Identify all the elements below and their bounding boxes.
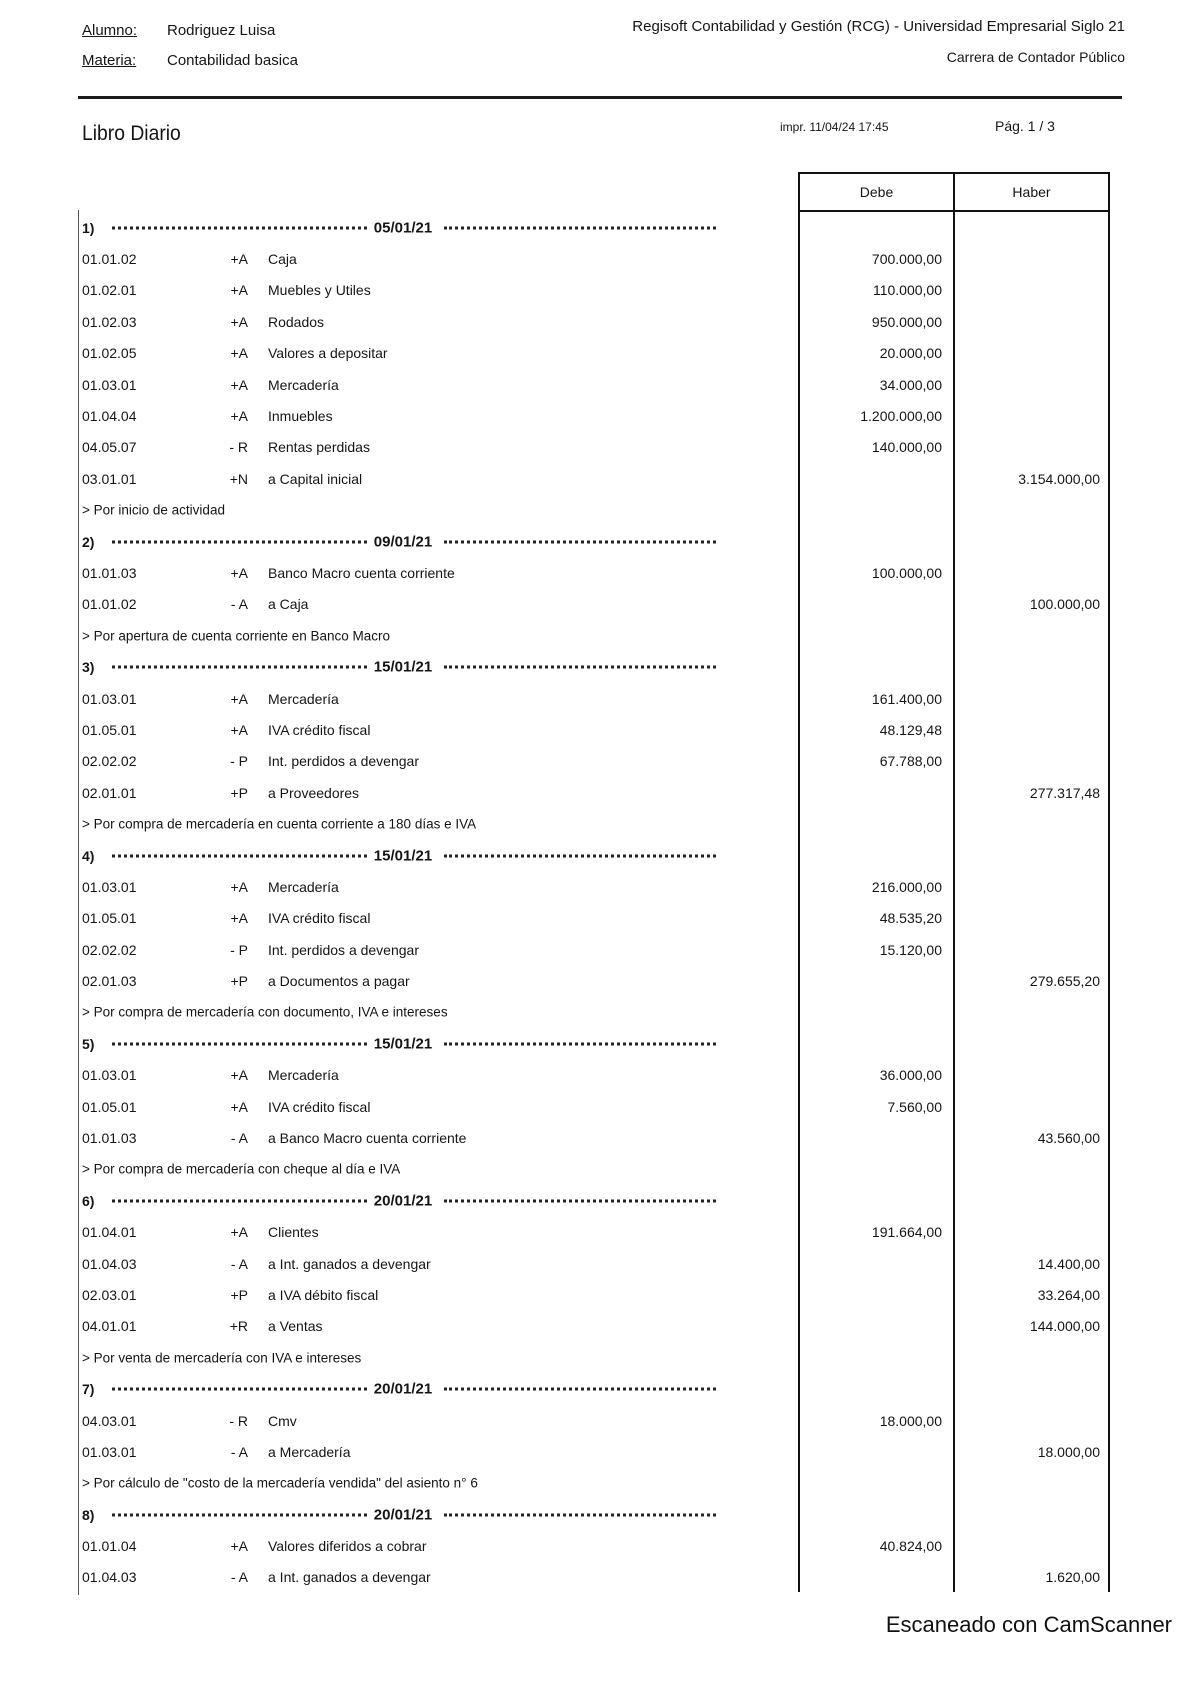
dotted-separator [444, 1388, 716, 1391]
journal-line [82, 934, 1110, 965]
entry-number: 5) [82, 1035, 95, 1052]
account-code: 01.03.01 [82, 690, 137, 707]
haber-amount: 18.000,00 [1037, 1443, 1100, 1460]
student-info [82, 16, 298, 76]
entry-date: 15/01/21 [373, 658, 433, 676]
account-name: Valores a depositar [268, 345, 388, 362]
journal-line [82, 903, 1110, 934]
entry-header [82, 840, 1110, 871]
dotted-separator [112, 540, 367, 543]
entry-number: 3) [82, 659, 95, 676]
entry-date: 20/01/21 [373, 1192, 433, 1210]
entry-note [82, 808, 1110, 839]
dotted-separator [444, 1199, 716, 1202]
journal-line [82, 369, 1110, 400]
account-sign: +A [230, 1098, 248, 1115]
debe-amount: 110.000,00 [872, 282, 942, 299]
account-code: 01.05.01 [82, 1098, 137, 1115]
journal-line [82, 338, 1110, 369]
debe-amount: 15.120,00 [879, 941, 942, 958]
account-code: 03.01.01 [82, 470, 137, 487]
account-sign: +A [230, 376, 248, 393]
carrera-name: Carrera de Contador Público [946, 49, 1125, 65]
dotted-separator [444, 1513, 716, 1516]
dotted-separator [444, 666, 716, 669]
account-sign: +P [230, 1286, 248, 1303]
entry-note [82, 495, 1110, 526]
account-code: 01.03.01 [82, 376, 137, 393]
entry-description: > Por inicio de actividad [82, 502, 225, 518]
left-margin-line [78, 210, 79, 1595]
account-name: a Mercadería [268, 1443, 351, 1460]
account-name: a Banco Macro cuenta corriente [268, 1130, 467, 1147]
debe-amount: 36.000,00 [879, 1067, 942, 1084]
account-name: Muebles y Utiles [268, 282, 371, 299]
journal-entries [82, 212, 1110, 1593]
account-name: Valores diferidos a cobrar [268, 1538, 427, 1555]
debe-amount: 161.400,00 [871, 690, 942, 707]
entry-note [82, 1468, 1110, 1499]
account-name: Inmuebles [268, 408, 333, 425]
alumno-value: Rodriguez Luisa [167, 22, 276, 39]
account-sign: - R [229, 439, 248, 456]
scanner-watermark: Escaneado con CamScanner [885, 1612, 1172, 1637]
account-code: 01.03.01 [82, 878, 137, 895]
account-name: Mercadería [268, 376, 339, 393]
debe-amount: 1.200.000,00 [860, 408, 942, 425]
account-sign: +N [229, 470, 248, 487]
account-sign: - P [230, 941, 248, 958]
journal-line [82, 871, 1110, 902]
account-code: 01.04.03 [82, 1255, 137, 1272]
dotted-separator [444, 1042, 716, 1045]
journal-line [82, 243, 1110, 274]
account-sign: - A [230, 1569, 248, 1586]
entry-number: 2) [82, 533, 95, 550]
dotted-separator [112, 1199, 367, 1202]
journal-line [82, 1248, 1110, 1279]
journal-line [82, 1122, 1110, 1153]
account-name: Mercadería [268, 1067, 339, 1084]
account-sign: +P [230, 973, 248, 990]
journal-line [82, 1311, 1110, 1342]
account-sign: +R [229, 1318, 248, 1335]
account-name: IVA crédito fiscal [268, 721, 371, 738]
account-code: 01.02.05 [82, 345, 137, 362]
system-name: Regisoft Contabilidad y Gestión (RCG) - Universidad Empresarial Siglo 21 [632, 18, 1125, 35]
entry-header [82, 651, 1110, 682]
account-name: Banco Macro cuenta corriente [268, 564, 455, 581]
account-code: 02.02.02 [82, 753, 137, 770]
journal-line [82, 1436, 1110, 1467]
haber-amount: 43.560,00 [1037, 1130, 1100, 1147]
account-code: 01.04.03 [82, 1569, 137, 1586]
entry-description: > Por compra de mercadería con cheque al día e IVA [82, 1161, 401, 1177]
entry-date: 09/01/21 [373, 533, 433, 551]
dotted-separator [112, 1388, 367, 1391]
account-code: 04.05.07 [82, 439, 137, 456]
entry-date: 20/01/21 [373, 1380, 433, 1398]
journal-line [82, 1530, 1110, 1561]
print-timestamp: impr. 11/04/24 17:45 [780, 120, 889, 134]
entry-number: 6) [82, 1192, 95, 1209]
haber-amount: 279.655,20 [1029, 973, 1100, 990]
account-name: a IVA débito fiscal [268, 1286, 379, 1303]
account-sign: - A [230, 596, 248, 613]
entry-description: > Por cálculo de "costo de la mercadería vendida" del asiento n° 6 [82, 1475, 478, 1491]
journal-line [82, 1091, 1110, 1122]
dotted-separator [444, 854, 716, 857]
haber-header: Haber [955, 174, 1108, 212]
materia-value: Contabilidad basica [167, 52, 298, 69]
account-code: 01.02.01 [82, 282, 137, 299]
entry-note [82, 1342, 1110, 1373]
account-name: IVA crédito fiscal [268, 910, 371, 927]
account-code: 01.02.03 [82, 313, 137, 330]
entry-date: 05/01/21 [373, 219, 433, 237]
journal-line [82, 306, 1110, 337]
dotted-separator [444, 226, 716, 229]
account-sign: - R [229, 1412, 248, 1429]
journal-line [82, 777, 1110, 808]
journal-line [82, 463, 1110, 494]
account-sign: - A [230, 1255, 248, 1272]
account-code: 04.01.01 [82, 1318, 137, 1335]
entry-header [82, 212, 1110, 243]
account-sign: +A [230, 282, 248, 299]
account-code: 01.03.01 [82, 1067, 137, 1084]
account-sign: +A [230, 408, 248, 425]
account-name: Int. perdidos a devengar [268, 753, 419, 770]
account-code: 02.01.01 [82, 784, 137, 801]
materia-row [82, 46, 298, 76]
account-sign: - P [230, 753, 248, 770]
journal-line [82, 1217, 1110, 1248]
journal-line [82, 965, 1110, 996]
account-sign: +A [230, 345, 248, 362]
account-sign: +A [230, 721, 248, 738]
entry-number: 7) [82, 1381, 95, 1398]
haber-amount: 1.620,00 [1045, 1569, 1100, 1586]
journal-line [82, 589, 1110, 620]
journal-line [82, 275, 1110, 306]
header-divider [78, 96, 1122, 99]
account-name: Int. perdidos a devengar [268, 941, 419, 958]
account-name: a Proveedores [268, 784, 360, 801]
account-code: 01.03.01 [82, 1443, 137, 1460]
account-name: IVA crédito fiscal [268, 1098, 371, 1115]
account-code: 01.01.03 [82, 1130, 137, 1147]
account-name: Mercadería [268, 878, 339, 895]
entry-description: > Por compra de mercadería en cuenta corriente a 180 días e IVA [82, 816, 477, 832]
entry-header [82, 1028, 1110, 1059]
debe-amount: 700.000,00 [871, 251, 942, 268]
account-code: 01.04.01 [82, 1224, 137, 1241]
account-sign: +A [230, 1067, 248, 1084]
haber-amount: 144.000,00 [1029, 1318, 1100, 1335]
account-name: Mercadería [268, 690, 339, 707]
alumno-label: Alumno: [82, 22, 138, 39]
account-code: 01.04.04 [82, 408, 137, 425]
entry-note [82, 1154, 1110, 1185]
account-sign: - A [230, 1443, 248, 1460]
account-sign: - A [230, 1130, 248, 1147]
debe-amount: 48.129,48 [879, 721, 942, 738]
entry-number: 4) [82, 847, 95, 864]
journal-line [82, 1405, 1110, 1436]
account-sign: +P [230, 784, 248, 801]
debe-amount: 48.535,20 [879, 910, 942, 927]
account-code: 01.01.03 [82, 564, 137, 581]
entry-number: 1) [82, 219, 95, 236]
alumno-row [82, 16, 298, 46]
dotted-separator [112, 1513, 367, 1516]
entry-header [82, 1373, 1110, 1404]
account-code: 04.03.01 [82, 1412, 137, 1429]
dotted-separator [444, 540, 716, 543]
report-title: Libro Diario [82, 122, 181, 145]
account-sign: +A [230, 251, 248, 268]
debe-amount: 40.824,00 [879, 1538, 942, 1555]
journal-line [82, 1060, 1110, 1091]
account-name: a Ventas [268, 1318, 323, 1335]
account-code: 01.01.02 [82, 251, 137, 268]
entry-note [82, 997, 1110, 1028]
account-name: Clientes [268, 1224, 319, 1241]
debe-amount: 950.000,00 [871, 313, 942, 330]
entry-number: 8) [82, 1506, 95, 1523]
haber-amount: 3.154.000,00 [1018, 470, 1100, 487]
entry-description: > Por compra de mercadería con documento, IVA e intereses [82, 1004, 448, 1020]
account-code: 01.05.01 [82, 721, 137, 738]
dotted-separator [112, 854, 367, 857]
journal-line [82, 400, 1110, 431]
entry-date: 15/01/21 [373, 847, 433, 864]
entry-note [82, 620, 1110, 651]
dotted-separator [112, 226, 367, 229]
journal-line [82, 432, 1110, 463]
dotted-separator [112, 1042, 367, 1045]
account-sign: +A [230, 878, 248, 895]
journal-line [82, 714, 1110, 745]
debe-amount: 140.000,00 [871, 439, 942, 456]
account-sign: +A [230, 690, 248, 707]
account-sign: +A [230, 1538, 248, 1555]
account-code: 02.02.02 [82, 941, 137, 958]
debe-amount: 100.000,00 [871, 564, 942, 581]
debe-amount: 20.000,00 [879, 345, 942, 362]
account-code: 02.01.03 [82, 973, 137, 990]
account-sign: +A [230, 564, 248, 581]
account-name: Cmv [268, 1412, 297, 1429]
journal-line [82, 1562, 1110, 1593]
account-name: a Documentos a pagar [268, 973, 410, 990]
page-number: Pág. 1 / 3 [995, 118, 1055, 134]
account-sign: +A [230, 313, 248, 330]
account-name: Caja [268, 251, 297, 268]
debe-amount: 7.560,00 [887, 1098, 942, 1115]
account-sign: +A [230, 1224, 248, 1241]
entry-header [82, 526, 1110, 557]
entry-header [82, 1499, 1110, 1530]
debe-amount: 216.000,00 [871, 878, 942, 895]
haber-amount: 14.400,00 [1037, 1255, 1100, 1272]
dotted-separator [112, 666, 367, 669]
entry-description: > Por venta de mercadería con IVA e intereses [82, 1350, 362, 1366]
entry-date: 15/01/21 [373, 1035, 433, 1053]
debe-amount: 67.788,00 [879, 753, 942, 770]
debe-amount: 191.664,00 [871, 1224, 942, 1241]
journal-line [82, 557, 1110, 588]
account-code: 01.01.04 [82, 1538, 137, 1555]
haber-amount: 33.264,00 [1037, 1286, 1100, 1303]
haber-amount: 100.000,00 [1029, 596, 1100, 613]
account-sign: +A [230, 910, 248, 927]
account-code: 02.03.01 [82, 1286, 137, 1303]
journal-line [82, 683, 1110, 714]
entry-header [82, 1185, 1110, 1216]
institution-info [632, 12, 1125, 72]
entry-date: 20/01/21 [373, 1506, 433, 1524]
debe-amount: 34.000,00 [879, 376, 942, 393]
account-name: a Capital inicial [268, 470, 363, 487]
account-name: a Int. ganados a devengar [268, 1569, 431, 1586]
account-name: a Caja [268, 596, 309, 613]
account-code: 01.01.02 [82, 596, 137, 613]
haber-amount: 277.317,48 [1029, 784, 1100, 801]
materia-label: Materia: [82, 52, 137, 69]
debe-header: Debe [800, 174, 953, 212]
account-code: 01.05.01 [82, 910, 137, 927]
account-name: Rentas perdidas [268, 439, 370, 456]
debe-amount: 18.000,00 [879, 1412, 942, 1429]
journal-line [82, 1279, 1110, 1310]
journal-line [82, 746, 1110, 777]
account-name: Rodados [268, 313, 325, 330]
entry-description: > Por apertura de cuenta corriente en Banco Macro [82, 628, 391, 644]
account-name: a Int. ganados a devengar [268, 1255, 431, 1272]
